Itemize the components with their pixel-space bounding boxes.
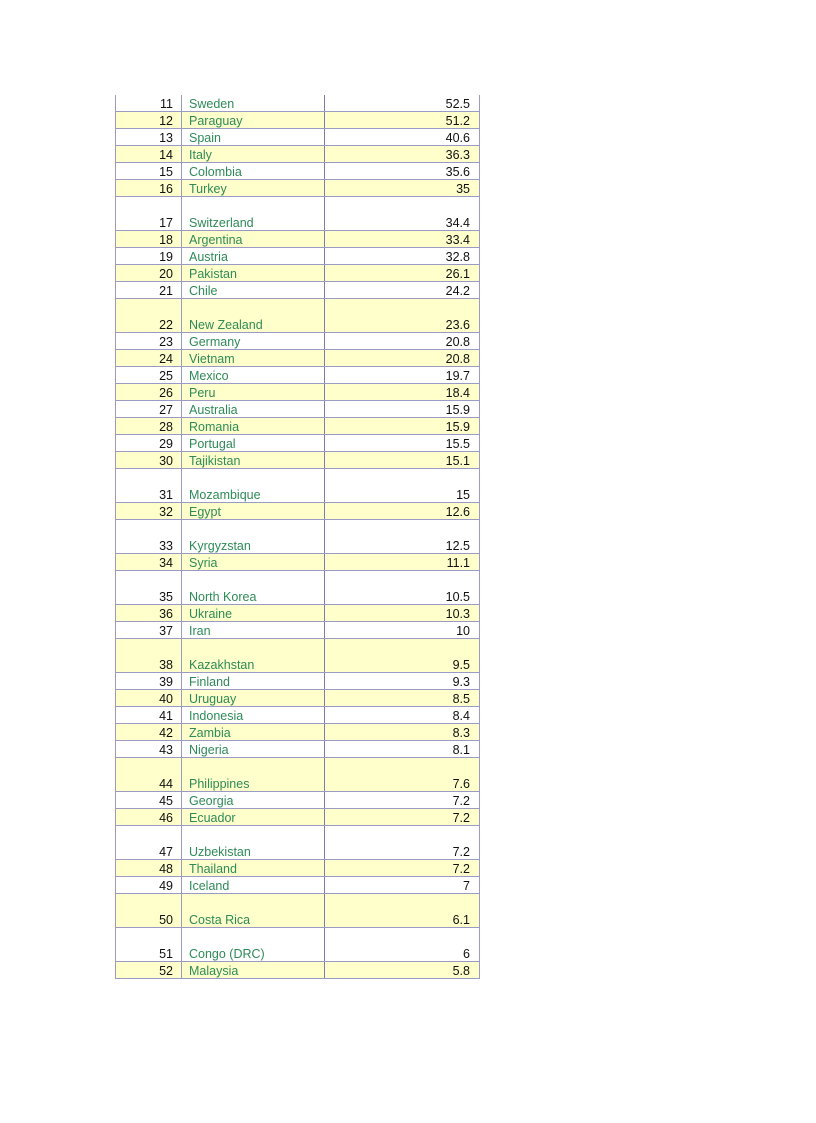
table-row	[115, 384, 480, 401]
value-cell: 24.2	[445, 283, 470, 298]
country-cell: Philippines	[182, 758, 325, 791]
value-cell: 12.5	[445, 538, 470, 553]
rank-cell: 48	[116, 860, 182, 876]
rank-cell: 35	[116, 571, 182, 604]
rank-cell: 23	[116, 333, 182, 349]
value-cell: 10.3	[445, 606, 470, 621]
country-cell: Australia	[182, 401, 325, 417]
value-cell: 6.1	[452, 912, 470, 927]
table-row	[115, 928, 480, 962]
table-row	[115, 894, 480, 928]
value-cell: 10	[456, 623, 470, 638]
value-cell: 18.4	[445, 385, 470, 400]
rank-cell: 14	[116, 146, 182, 162]
rank-cell: 34	[116, 554, 182, 570]
country-cell: Thailand	[182, 860, 325, 876]
country-cell: Uzbekistan	[182, 826, 325, 859]
country-cell: Sweden	[182, 95, 325, 111]
country-cell: Georgia	[182, 792, 325, 808]
country-cell: Colombia	[182, 163, 325, 179]
rank-cell: 25	[116, 367, 182, 383]
value-cell: 7.2	[452, 844, 470, 859]
table-row	[115, 129, 480, 146]
country-cell: Ukraine	[182, 605, 325, 621]
value-cell: 35	[456, 181, 470, 196]
value-cell: 8.4	[452, 708, 470, 723]
rank-cell: 33	[116, 520, 182, 553]
rank-cell: 36	[116, 605, 182, 621]
table-row	[115, 554, 480, 571]
value-cell: 8.1	[452, 742, 470, 757]
value-cell: 11.1	[446, 555, 470, 570]
rank-cell: 17	[116, 197, 182, 230]
value-cell: 52.5	[445, 96, 470, 111]
table-row	[115, 333, 480, 350]
value-cell: 20.8	[445, 334, 470, 349]
rank-cell: 19	[116, 248, 182, 264]
country-cell: Tajikistan	[182, 452, 325, 468]
rank-cell: 28	[116, 418, 182, 434]
rank-cell: 45	[116, 792, 182, 808]
country-cell: Indonesia	[182, 707, 325, 723]
rank-cell: 44	[116, 758, 182, 791]
table-row	[115, 435, 480, 452]
value-cell: 6	[463, 946, 470, 961]
rank-cell: 38	[116, 639, 182, 672]
country-cell: Syria	[182, 554, 325, 570]
table-row	[115, 469, 480, 503]
country-cell: Finland	[182, 673, 325, 689]
table-row	[115, 673, 480, 690]
table-row	[115, 707, 480, 724]
table-row	[115, 112, 480, 129]
table-row	[115, 95, 480, 112]
table-row	[115, 809, 480, 826]
value-cell: 32.8	[445, 249, 470, 264]
table-row	[115, 520, 480, 554]
country-cell: Kazakhstan	[182, 639, 325, 672]
country-cell: Spain	[182, 129, 325, 145]
country-cell: Congo (DRC)	[182, 928, 325, 961]
table-row	[115, 877, 480, 894]
value-cell: 7.2	[452, 810, 470, 825]
value-cell: 5.8	[452, 963, 470, 978]
table-row	[115, 231, 480, 248]
country-cell: Nigeria	[182, 741, 325, 757]
rank-cell: 18	[116, 231, 182, 247]
value-cell: 15.1	[445, 453, 470, 468]
value-cell: 8.3	[452, 725, 470, 740]
country-cell: New Zealand	[182, 299, 325, 332]
country-cell: Peru	[182, 384, 325, 400]
rank-cell: 41	[116, 707, 182, 723]
table-row	[115, 197, 480, 231]
rank-cell: 51	[116, 928, 182, 961]
country-cell: Italy	[182, 146, 325, 162]
rank-cell: 39	[116, 673, 182, 689]
table-row	[115, 146, 480, 163]
table-row	[115, 180, 480, 197]
rank-cell: 22	[116, 299, 182, 332]
value-cell: 23.6	[445, 317, 470, 332]
value-cell: 7.2	[452, 861, 470, 876]
rank-cell: 37	[116, 622, 182, 638]
table-row	[115, 248, 480, 265]
value-cell: 7.2	[452, 793, 470, 808]
rank-cell: 13	[116, 129, 182, 145]
value-cell: 33.4	[445, 232, 470, 247]
table-row	[115, 690, 480, 707]
country-cell: Germany	[182, 333, 325, 349]
rank-cell: 42	[116, 724, 182, 740]
rank-cell: 16	[116, 180, 182, 196]
country-cell: Malaysia	[182, 962, 325, 978]
table-row	[115, 622, 480, 639]
rank-cell: 29	[116, 435, 182, 451]
country-cell: Austria	[182, 248, 325, 264]
rank-cell: 40	[116, 690, 182, 706]
rank-cell: 24	[116, 350, 182, 366]
rank-cell: 47	[116, 826, 182, 859]
table-row	[115, 741, 480, 758]
table-row	[115, 826, 480, 860]
table-row	[115, 282, 480, 299]
value-cell: 8.5	[452, 691, 470, 706]
value-cell: 19.7	[445, 368, 470, 383]
value-cell: 26.1	[445, 266, 470, 281]
rank-cell: 46	[116, 809, 182, 825]
value-cell: 12.6	[445, 504, 470, 519]
table-row	[115, 452, 480, 469]
country-cell: Argentina	[182, 231, 325, 247]
value-cell: 40.6	[445, 130, 470, 145]
country-cell: Portugal	[182, 435, 325, 451]
value-cell: 9.5	[452, 657, 470, 672]
country-cell: Iceland	[182, 877, 325, 893]
country-cell: Zambia	[182, 724, 325, 740]
rank-cell: 15	[116, 163, 182, 179]
table-row	[115, 350, 480, 367]
value-cell: 15.9	[445, 419, 470, 434]
value-cell: 20.8	[445, 351, 470, 366]
value-cell: 15.5	[445, 436, 470, 451]
country-cell: Paraguay	[182, 112, 325, 128]
country-cell: Pakistan	[182, 265, 325, 281]
rank-cell: 12	[116, 112, 182, 128]
rank-cell: 27	[116, 401, 182, 417]
country-cell: Mexico	[182, 367, 325, 383]
rank-cell: 52	[116, 962, 182, 978]
table-row	[115, 299, 480, 333]
rank-cell: 32	[116, 503, 182, 519]
rank-cell: 43	[116, 741, 182, 757]
country-cell: Costa Rica	[182, 894, 325, 927]
rank-cell: 21	[116, 282, 182, 298]
value-cell: 7	[463, 878, 470, 893]
value-cell: 10.5	[445, 589, 470, 604]
rank-cell: 31	[116, 469, 182, 502]
table-row	[115, 571, 480, 605]
value-cell: 7.6	[452, 776, 470, 791]
country-cell: Kyrgyzstan	[182, 520, 325, 553]
rank-cell: 11	[116, 95, 182, 111]
country-cell: Uruguay	[182, 690, 325, 706]
table-row	[115, 265, 480, 282]
table-row	[115, 860, 480, 877]
country-cell: Ecuador	[182, 809, 325, 825]
country-cell: Iran	[182, 622, 325, 638]
value-cell: 36.3	[445, 147, 470, 162]
rank-cell: 26	[116, 384, 182, 400]
value-cell: 15.9	[445, 402, 470, 417]
table-row	[115, 639, 480, 673]
country-cell: Mozambique	[182, 469, 325, 502]
country-cell: Vietnam	[182, 350, 325, 366]
table-row	[115, 605, 480, 622]
ranking-table	[115, 95, 480, 979]
country-cell: North Korea	[182, 571, 325, 604]
table-row	[115, 792, 480, 809]
rank-cell: 30	[116, 452, 182, 468]
country-cell: Egypt	[182, 503, 325, 519]
rank-cell: 50	[116, 894, 182, 927]
country-cell: Chile	[182, 282, 325, 298]
table-row	[115, 962, 480, 979]
rank-cell: 20	[116, 265, 182, 281]
value-cell: 35.6	[445, 164, 470, 179]
table-row	[115, 418, 480, 435]
table-row	[115, 401, 480, 418]
value-cell: 34.4	[445, 215, 470, 230]
value-cell: 9.3	[452, 674, 470, 689]
country-cell: Romania	[182, 418, 325, 434]
table-row	[115, 503, 480, 520]
table-row	[115, 724, 480, 741]
country-cell: Switzerland	[182, 197, 325, 230]
table-row	[115, 367, 480, 384]
country-cell: Turkey	[182, 180, 325, 196]
value-cell: 51.2	[445, 113, 470, 128]
rank-cell: 49	[116, 877, 182, 893]
value-cell: 15	[456, 487, 470, 502]
table-row	[115, 163, 480, 180]
table-row	[115, 758, 480, 792]
